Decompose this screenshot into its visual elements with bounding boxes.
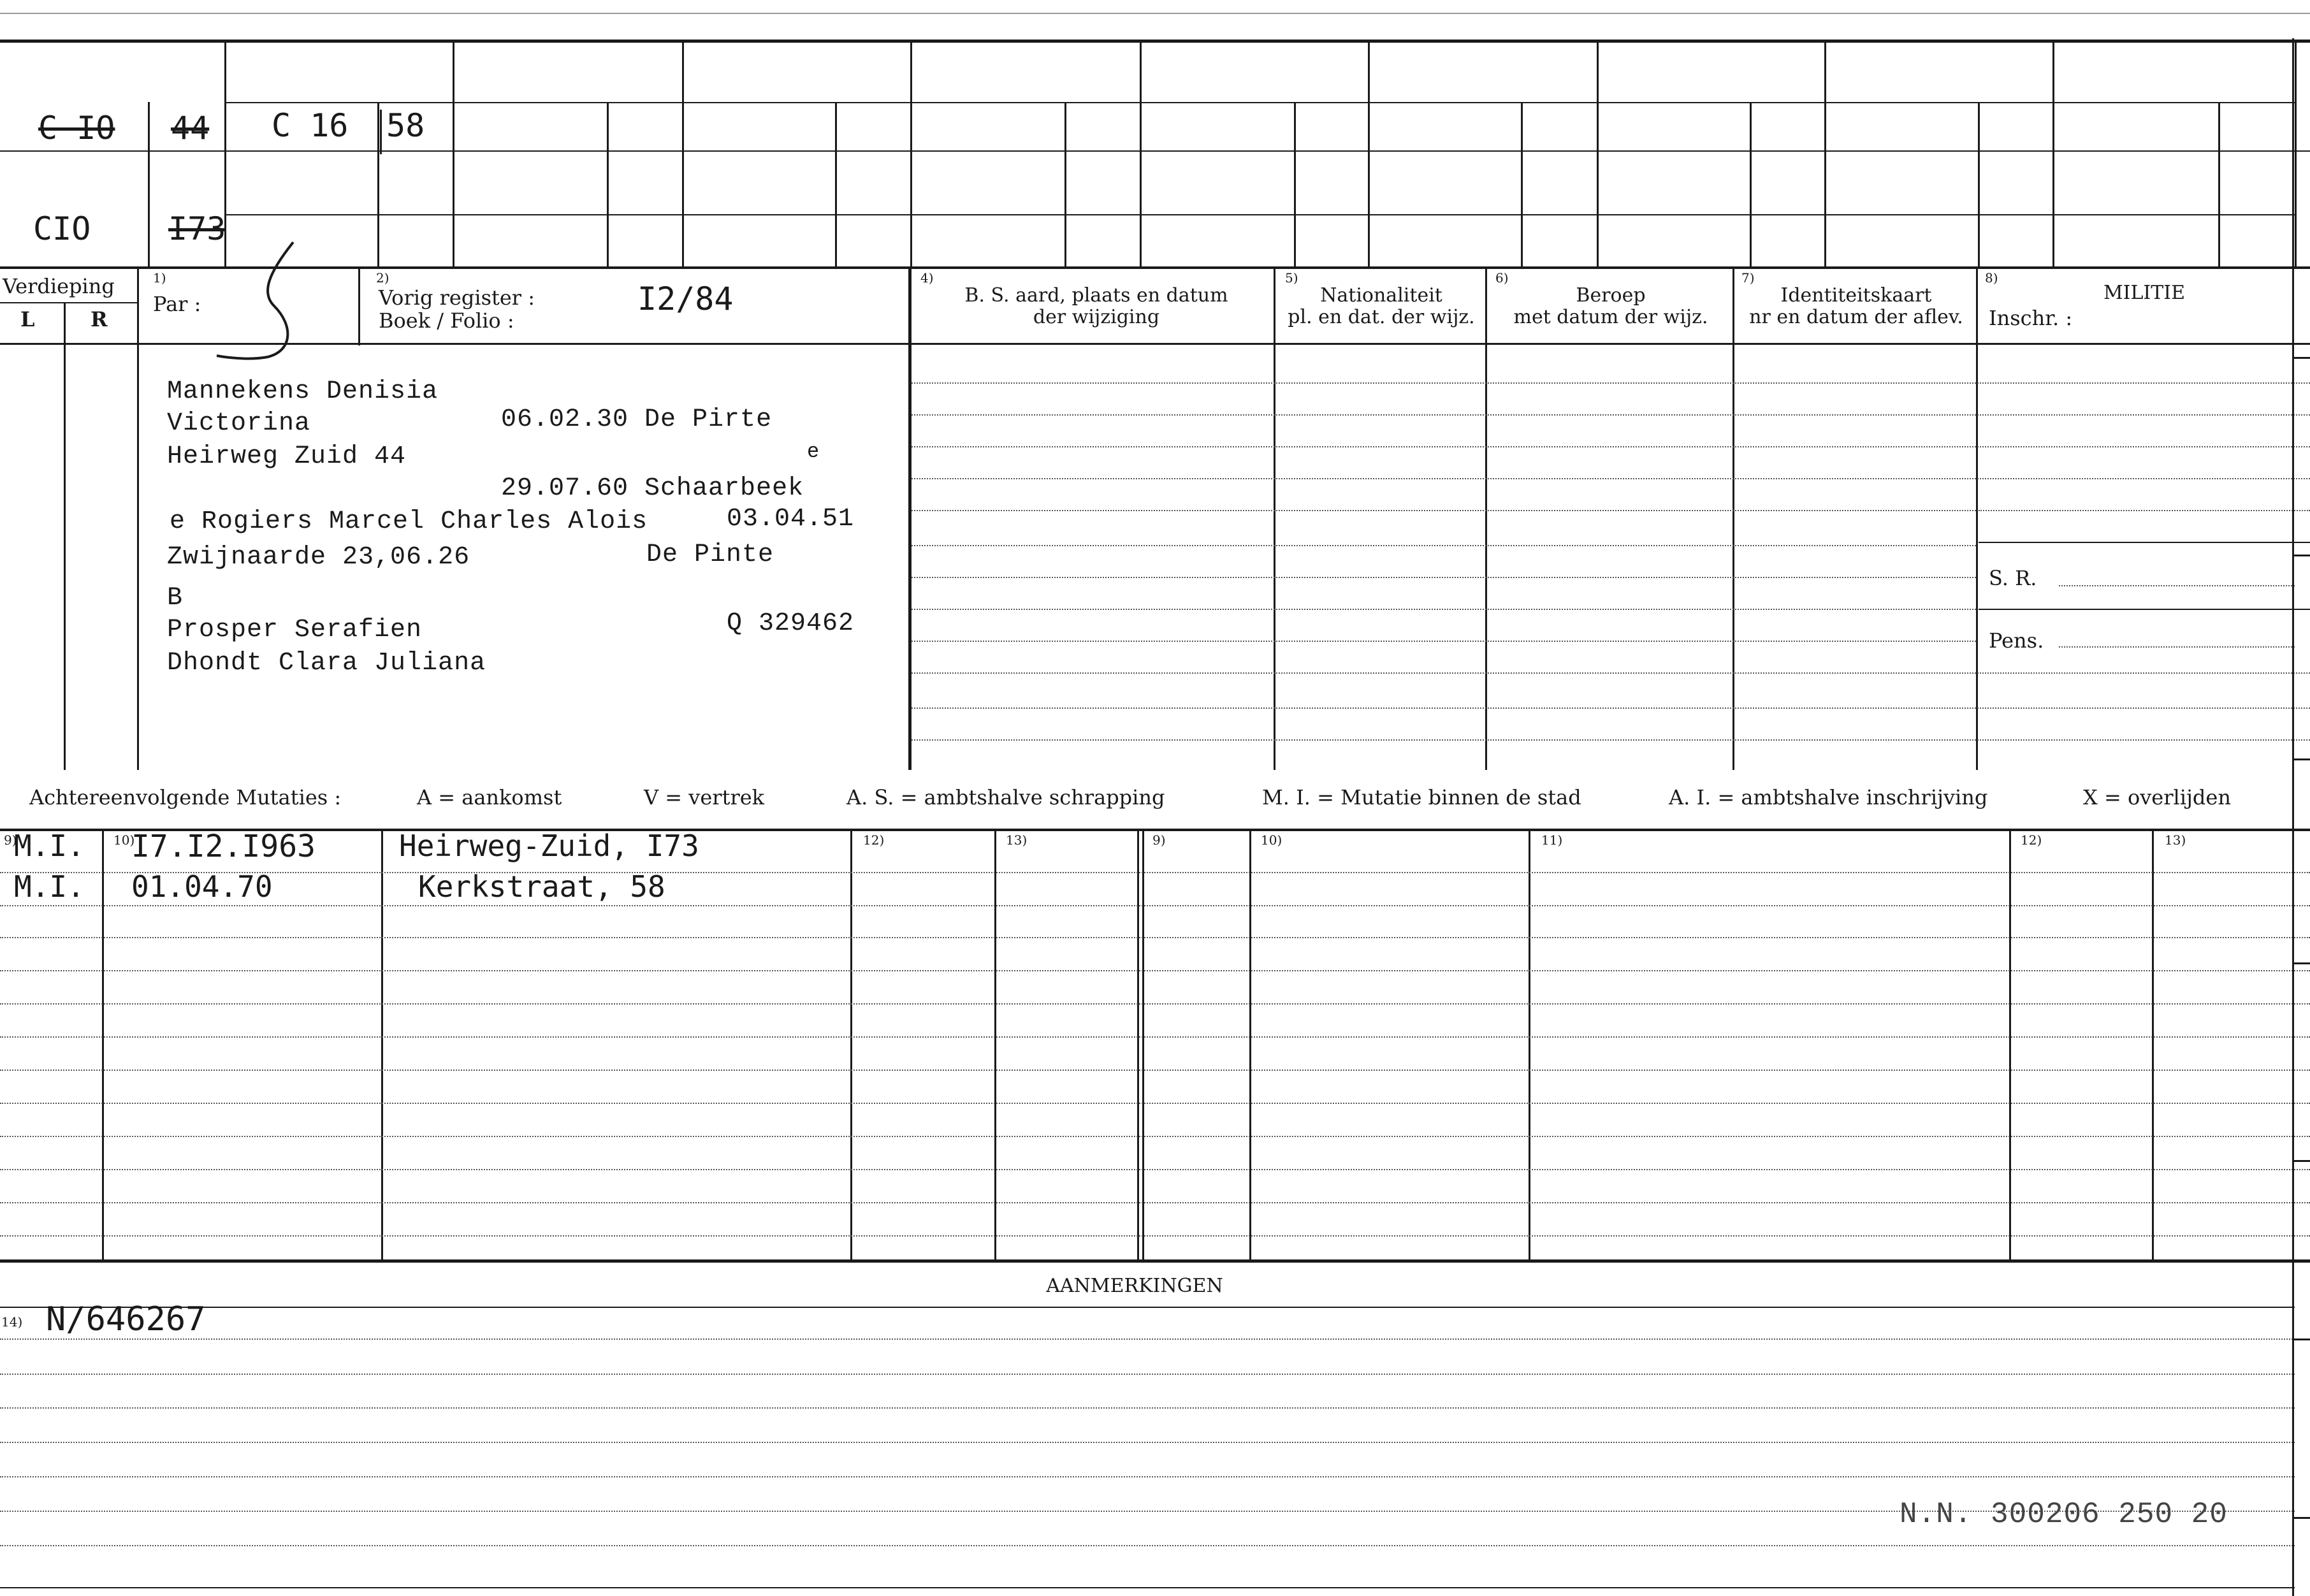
person-line-6: Zwijnaarde 23,06.26	[167, 543, 470, 572]
field-number: 13)	[1006, 832, 1028, 848]
nationaliteit-label-1: Nationaliteit	[1320, 284, 1442, 307]
nationaliteit-label-2: pl. en dat. der wijz.	[1288, 306, 1475, 328]
code-c2: 44	[171, 110, 210, 147]
person-line-8: Prosper Serafien	[167, 616, 423, 644]
identiteit-label-2: nr en datum der aflev.	[1749, 306, 1963, 328]
field-number: 2)	[376, 270, 389, 286]
field-number: 4)	[920, 270, 934, 286]
pens-label: Pens.	[1989, 628, 2044, 653]
field-number: 10)	[113, 832, 135, 848]
field-number: 5)	[1285, 270, 1298, 286]
code-c1: C IO	[38, 110, 115, 147]
mutation-date: 01.04.70	[131, 869, 273, 904]
legend-v: V = vertrek	[644, 785, 765, 809]
field-number: 9)	[4, 832, 17, 848]
col-l-label: L	[20, 307, 35, 331]
par-label: Par :	[153, 292, 201, 316]
legend-ai: A. I. = ambtshalve inschrijving	[1669, 785, 1988, 809]
field-number: 12)	[2021, 832, 2042, 848]
legend-x: X = overlijden	[2083, 785, 2231, 809]
person-line-5: e Rogiers Marcel Charles Alois	[170, 507, 648, 536]
person-birth: 06.02.30 De Pirte	[501, 405, 773, 434]
sr-label: S. R.	[1989, 566, 2037, 590]
divider	[380, 110, 382, 154]
field-number: 14)	[1, 1314, 23, 1330]
person-e-mark: e	[807, 440, 820, 463]
beroep-label-2: met datum der wijz.	[1513, 306, 1708, 328]
person-line-9: Dhondt Clara Juliana	[167, 649, 486, 678]
person-line-2: Victorina	[167, 409, 311, 438]
beroep-label-1: Beroep	[1576, 284, 1646, 307]
legend-a: A = aankomst	[417, 785, 562, 809]
mutation-type: M.I.	[14, 829, 85, 863]
vorig-register-value: I2/84	[637, 280, 734, 317]
boek-folio-label: Boek / Folio :	[379, 308, 514, 333]
mutation-address: Heirweg-Zuid, I73	[399, 829, 699, 863]
field-number: 6)	[1495, 270, 1509, 286]
code-c5: CIO	[33, 210, 91, 247]
field-number: 11)	[1541, 832, 1563, 848]
vorig-register-label: Vorig register :	[379, 286, 535, 310]
field-number: 12)	[863, 832, 885, 848]
remarks-value: N/646267	[46, 1300, 206, 1338]
militie-label: MILITIE	[2103, 282, 2186, 304]
person-line-3: Heirweg Zuid 44	[167, 442, 407, 471]
code-c3: C 16	[272, 107, 349, 144]
field-number: 9)	[1152, 832, 1166, 848]
person-line-6-place: De Pinte	[646, 540, 774, 569]
bs-label-2: der wijziging	[1033, 306, 1160, 328]
person-line-5-date: 03.04.51	[727, 505, 855, 533]
remarks-title: AANMERKINGEN	[1046, 1275, 1223, 1297]
divider	[148, 210, 150, 268]
legend-title: Achtereenvolgende Mutaties :	[29, 785, 342, 809]
field-number: 13)	[2165, 832, 2186, 848]
person-line-7: B	[167, 584, 184, 613]
bs-label-1: B. S. aard, plaats en datum	[964, 284, 1228, 307]
field-number: 7)	[1741, 270, 1755, 286]
legend-mi: M. I. = Mutatie binnen de stad	[1262, 785, 1581, 809]
inschr-label: Inschr. :	[1989, 306, 2073, 330]
mutation-address: Kerkstraat, 58	[418, 869, 665, 904]
person-line-8-code: Q 329462	[727, 609, 855, 638]
verdieping-label: Verdieping	[3, 274, 115, 298]
code-c4: 58	[386, 107, 425, 144]
footer-code: N.N. 300206 250 20	[1900, 1498, 2228, 1531]
col-r-label: R	[91, 307, 108, 331]
code-c6: I73	[168, 210, 226, 247]
field-number: 8)	[1985, 270, 1998, 286]
person-line-1: Mannekens Denisia	[167, 377, 439, 406]
person-line-4: 29.07.60 Schaarbeek	[501, 474, 804, 503]
mutation-date: I7.I2.I963	[131, 829, 316, 864]
mutation-type: M.I.	[14, 869, 85, 904]
field-number: 10)	[1261, 832, 1282, 848]
signature-flourish	[210, 236, 312, 363]
identiteit-label-1: Identiteitskaart	[1780, 284, 1932, 307]
legend-as: A. S. = ambtshalve schrapping	[846, 785, 1165, 809]
field-number: 1)	[153, 270, 166, 286]
